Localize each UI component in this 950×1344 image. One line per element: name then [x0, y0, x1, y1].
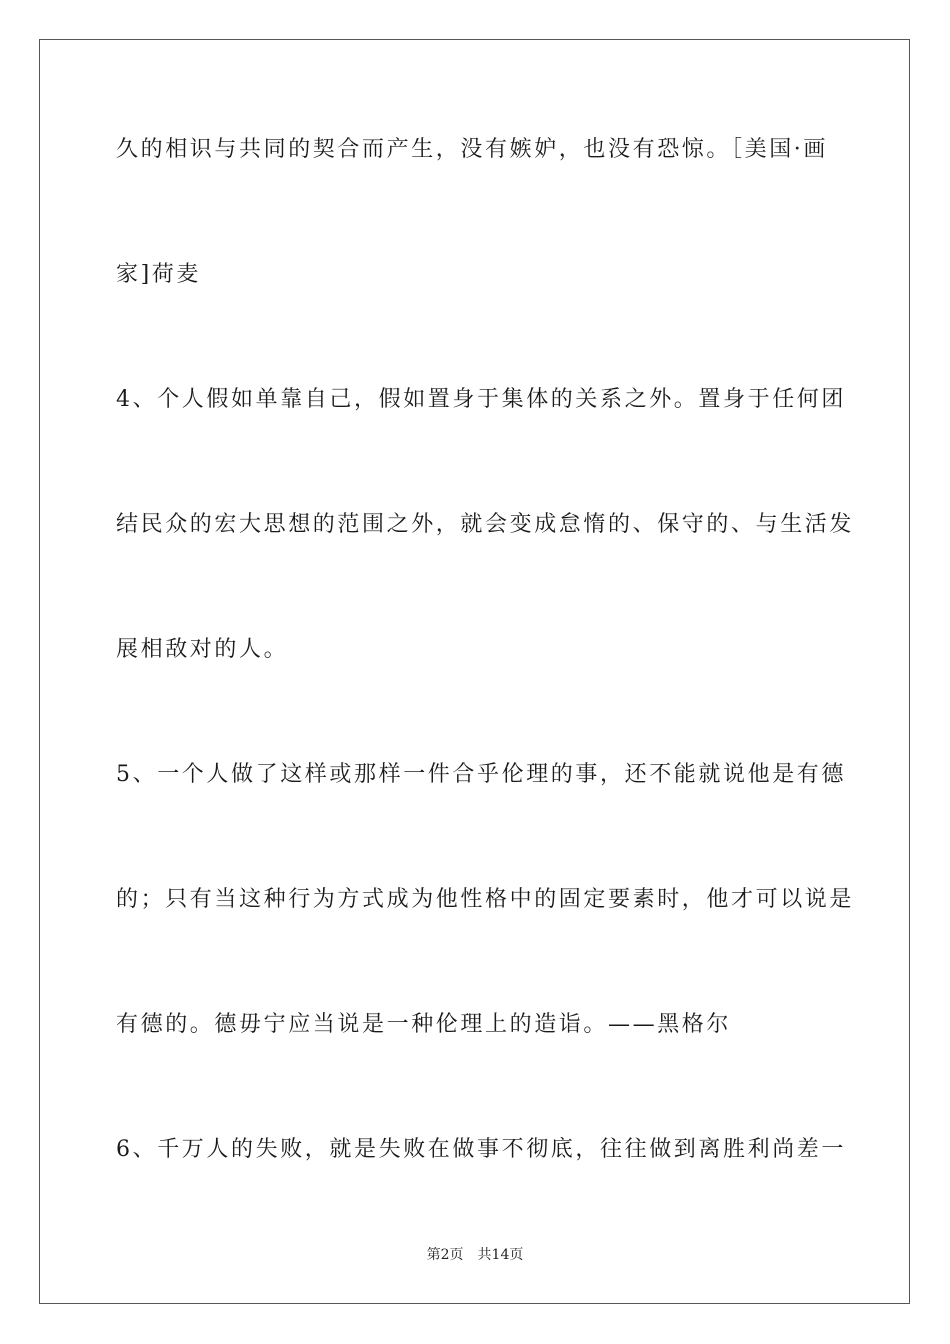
body-text-line: 的；只有当这种行为方式成为他性格中的固定要素时，他才可以说是 — [116, 887, 855, 912]
page-footer — [0, 1246, 950, 1264]
body-text-line: 结民众的宏大思想的范围之外，就会变成怠惰的、保守的、与生活发 — [116, 512, 855, 537]
body-text-line: 6、千万人的失败，就是失败在做事不彻底，往往做到离胜利尚差一 — [116, 1137, 846, 1162]
body-text-line: 久的相识与共同的契合而产生，没有嫉妒，也没有恐惊。［美国·画 — [116, 137, 828, 162]
page-total: 共14页 — [477, 1247, 524, 1263]
body-text-line: 5、一个人做了这样或那样一件合乎伦理的事，还不能就说他是有德 — [116, 762, 846, 787]
body-text-line: 家]荷麦 — [116, 262, 201, 287]
page-number: 第2页 — [426, 1247, 464, 1263]
page-border — [39, 39, 910, 1304]
body-text-line: 4、个人假如单靠自己，假如置身于集体的关系之外。置身于任何团 — [116, 387, 846, 412]
body-text-line: 展相敌对的人。 — [116, 637, 289, 662]
body-text-line: 有德的。德毋宁应当说是一种伦理上的造诣。——黑格尔 — [116, 1012, 732, 1037]
